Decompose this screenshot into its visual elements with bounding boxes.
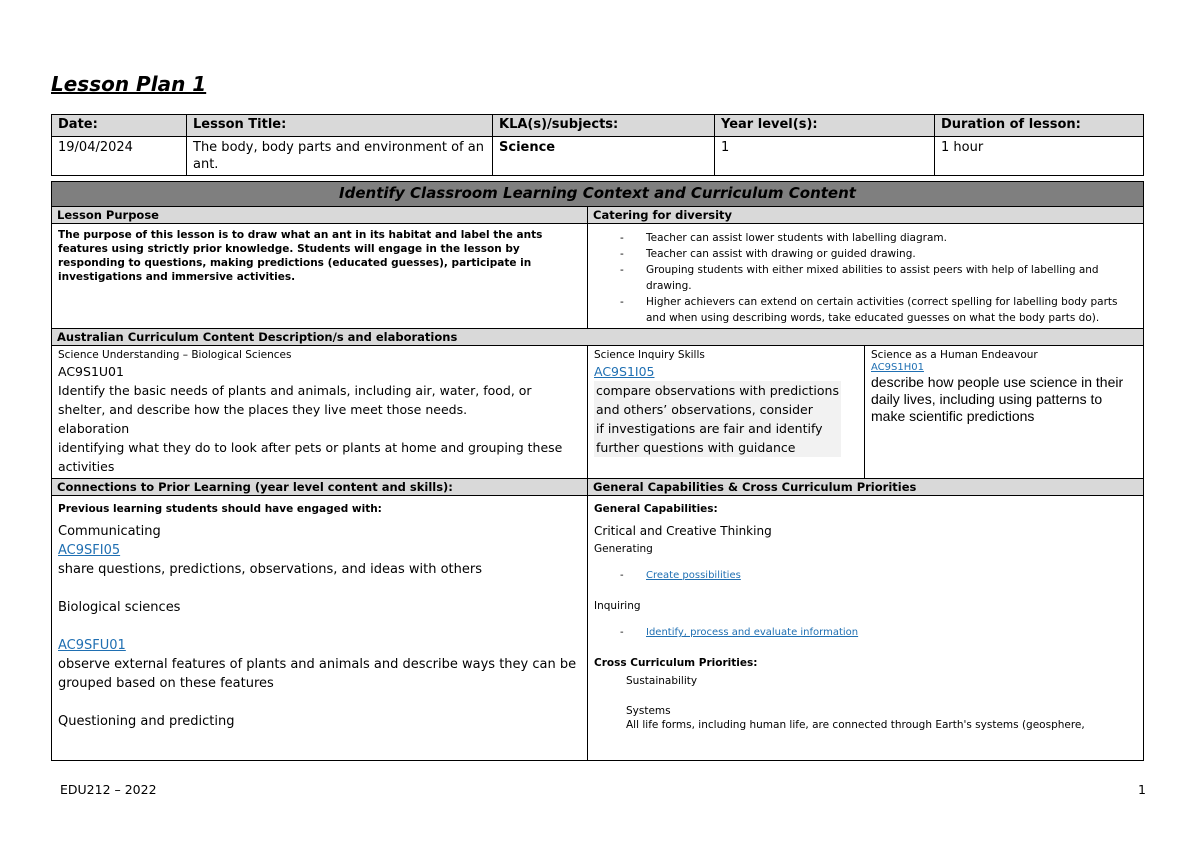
human-endeavour-cell [865,346,1144,479]
identify-information-link[interactable]: Identify, process and evaluate information [646,627,859,638]
lesson-context-table [51,181,1144,761]
duration-value: 1 hour [935,137,1144,176]
systems-text: All life forms, including human life, are connected through Earth's systems (geosphere, [626,719,1085,731]
curriculum-label: Australian Curriculum Content Description/s and elaborations [52,329,1144,346]
inquiring-heading: Inquiring [594,600,641,612]
inquiry-line: further questions with guidance [596,440,796,455]
inquiry-line: if investigations are fair and identify [596,421,823,436]
lesson-purpose-text: The purpose of this lesson is to draw what an ant in its habitat and label the ants features using strictly prior knowledge. Students will engage in the lesson by responding to questions, making predictions (educated guesses), participate in investigations and immersive activities. [52,224,588,329]
science-understanding-cell [52,346,588,479]
endeavour-code-link[interactable]: AC9S1H01 [871,362,924,373]
diversity-cell [588,224,1144,329]
diversity-list [594,230,1137,326]
questioning-heading: Questioning and predicting [58,714,235,729]
inquiry-line: compare observations with predictions [596,383,839,398]
science-inquiry-cell [588,346,865,479]
section-title: Identify Classroom Learning Context and Curriculum Content [52,182,1144,207]
lesson-title-label: Lesson Title: [187,115,493,137]
communicating-heading: Communicating [58,524,161,539]
understanding-description: Identify the basic needs of plants and animals, including air, water, food, or shelter, and describe how the places they live meet those needs. [58,383,532,417]
diversity-item: - Higher achievers can extend on certain activities (correct spelling for labelling body parts and when using describing words, take educated guesses on what the body parts do). [594,294,1137,326]
lesson-header-table [51,114,1144,176]
diversity-item: - Teacher can assist lower students with labelling diagram. [594,230,1137,246]
lesson-purpose-label: Lesson Purpose [52,207,588,224]
prior-learning-cell [52,496,588,761]
cross-curriculum-label: Cross Curriculum Priorities: [594,657,758,669]
diversity-item: - Grouping students with either mixed abilities to assist peers with help of labelling and drawing. [594,262,1137,294]
year-level-value: 1 [715,137,935,176]
page-title: Lesson Plan 1 [51,72,207,96]
kla-label: KLA(s)/subjects: [493,115,715,137]
inquiry-heading: Science Inquiry Skills [594,349,705,361]
diversity-label: Catering for diversity [588,207,1144,224]
year-level-label: Year level(s): [715,115,935,137]
inquiry-description [594,381,841,457]
general-capabilities-label: General Capabilities: [594,503,718,515]
footer-page-number: 1 [1138,782,1146,797]
endeavour-description: describe how people use science in their daily lives, including using patterns to make scientific predictions [871,374,1124,424]
prior-code-link-2[interactable]: AC9SFU01 [58,638,126,653]
capabilities-label: General Capabilities & Cross Curriculum Priorities [588,479,1144,496]
understanding-code: AC9S1U01 [58,364,124,379]
duration-label: Duration of lesson: [935,115,1144,137]
create-possibilities-link[interactable]: Create possibilities [646,570,741,581]
endeavour-heading: Science as a Human Endeavour [871,349,1038,361]
systems-heading: Systems [626,705,671,717]
elaboration-text: identifying what they do to look after pets or plants at home and grouping these activities [58,440,563,474]
understanding-heading: Science Understanding – Biological Sciences [58,349,292,361]
elaboration-label: elaboration [58,421,130,436]
date-label: Date: [52,115,187,137]
prior-learning-label: Connections to Prior Learning (year level content and skills): [52,479,588,496]
prior-text-2: observe external features of plants and animals and describe ways they can be grouped based on these features [58,657,577,691]
diversity-item: - Teacher can assist with drawing or guided drawing. [594,246,1137,262]
prior-intro: Previous learning students should have engaged with: [58,503,382,515]
capabilities-cell [588,496,1144,761]
footer-course: EDU212 – 2022 [60,782,157,797]
biological-sciences-heading: Biological sciences [58,600,181,615]
inquiry-code-link[interactable]: AC9S1I05 [594,364,655,379]
cct-heading: Critical and Creative Thinking [594,524,772,538]
prior-text-1: share questions, predictions, observations, and ideas with others [58,562,482,577]
date-value: 19/04/2024 [52,137,187,176]
kla-value: Science [493,137,715,176]
lesson-title-value: The body, body parts and environment of an ant. [187,137,493,176]
inquiry-line: and others’ observations, consider [596,402,813,417]
prior-code-link-1[interactable]: AC9SFI05 [58,543,121,558]
sustainability-heading: Sustainability [626,675,698,687]
generating-heading: Generating [594,543,653,555]
